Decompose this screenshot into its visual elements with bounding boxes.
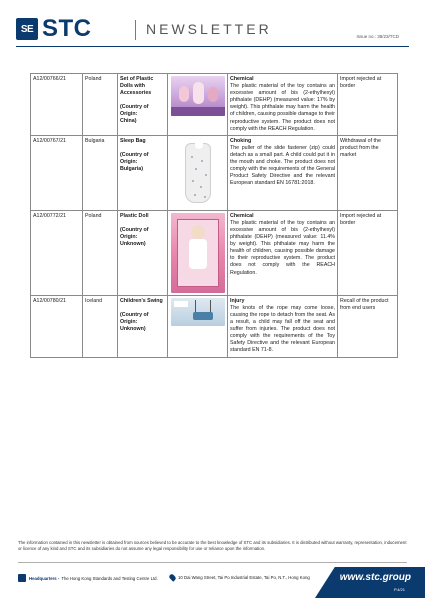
origin-label: (Country of Origin:: [120, 311, 149, 325]
risk-description: The plastic material of the toy contains an excessive amount of bis (2-ethylhexyl) phthalate (DEHP) (measured value: 17% by weight). This phthalate may harm the health of children, causing possible damage to their reproductive system. The product does not comply with the REACH Regulation.: [230, 83, 335, 132]
origin-value: Bulgaria): [120, 166, 143, 173]
origin-value: China): [120, 118, 137, 125]
product-cell: [118, 135, 168, 210]
stc-logo-text: STC: [42, 15, 92, 42]
table-row: [31, 74, 398, 136]
newsletter-header: [0, 0, 425, 50]
measure-cell: Import rejected at border: [338, 210, 398, 295]
product-name: Children's Swing: [120, 297, 163, 304]
image-cell: [168, 74, 228, 136]
measure-cell: Recall of the product from end users: [338, 295, 398, 357]
product-name: Sleep Bag: [120, 137, 146, 144]
product-cell: [118, 295, 168, 357]
origin-value: Unknown): [120, 241, 146, 248]
product-photo-plastic-doll: [171, 213, 225, 293]
image-cell: [168, 295, 228, 357]
page-number: P.4/21: [393, 587, 405, 592]
origin-value: Unknown): [120, 326, 146, 333]
measure-cell: Import rejected at border: [338, 74, 398, 136]
location-pin-icon: [168, 573, 176, 581]
headquarters-label: Headquarters -: [29, 575, 60, 581]
country-cell: Poland: [83, 210, 118, 295]
recall-table: [30, 73, 398, 358]
description-cell: [228, 135, 338, 210]
headquarters-info: [18, 574, 158, 582]
image-cell: [168, 210, 228, 295]
origin-label: (Country of Origin:: [120, 226, 149, 240]
stc-logo: [16, 15, 92, 42]
ref-cell: A12/00780/21: [31, 295, 83, 357]
product-cell: [118, 74, 168, 136]
headquarters-name: The Hong Kong Standards and Testing Centre Ltd.: [61, 575, 158, 581]
product-name: Plastic Doll: [120, 212, 149, 219]
table-row: [31, 295, 398, 357]
origin-label: (Country of Origin:: [120, 151, 149, 165]
product-photo-swing: [171, 298, 225, 326]
ref-cell: A12/00766/21: [31, 74, 83, 136]
page-title: NEWSLETTER: [146, 21, 272, 37]
address-text: 10 Dai Wang Street, Tai Po Industrial Estate, Tai Po, N.T., Hong Kong: [178, 575, 310, 580]
table-row: [31, 135, 398, 210]
origin-label: (Country of Origin:: [120, 104, 149, 118]
image-cell: [168, 135, 228, 210]
product-photo-sleep-bag: [171, 138, 225, 208]
risk-type: Choking: [230, 137, 252, 144]
description-cell: [228, 74, 338, 136]
risk-type: Injury: [230, 297, 245, 304]
ref-cell: A12/00767/21: [31, 135, 83, 210]
header-divider: [135, 20, 136, 40]
risk-description: The plastic material of the toy contains an excessive amount of bis (2-ethylhexyl) phthalate (DEHP) (measured value: 11.4% by weight). This phthalate may harm the health of children, causing possible damage to their reproductive system. The product does not comply with the REACH Regulation.: [230, 219, 335, 276]
country-cell: Iceland: [83, 295, 118, 357]
country-cell: Poland: [83, 74, 118, 136]
product-photo-dolls: [171, 76, 225, 116]
ref-cell: A12/00772/21: [31, 210, 83, 295]
description-cell: [228, 210, 338, 295]
address-info: [170, 574, 310, 581]
table-row: [31, 210, 398, 295]
issue-number: Issue no.: 38/23/TCD: [356, 34, 399, 39]
footer-rule: [18, 562, 407, 563]
description-cell: [228, 295, 338, 357]
product-name: Set of Plastic Dolls with Accessories: [120, 76, 154, 97]
disclaimer-text: The information contained in this newsletter is obtained from sources believed to be accurate to the best knowledge of STC and its subsidiaries. It is distributed without warranty, representation, inducement or licence of any kind and STC and its subsidiaries do not assume any legal responsibility for use or reliance upon the information.: [18, 540, 407, 551]
product-cell: [118, 210, 168, 295]
risk-type: Chemical: [230, 76, 254, 82]
website-link[interactable]: www.stc.group: [339, 572, 411, 583]
risk-description: The puller of the slide fastener (zip) could detach as a small part. A child could put it in the mouth and choke. The product does not comply with the requirements of the General Product Safety Directive and the relevant European standard EN 16781:2018.: [230, 144, 335, 187]
page-footer: [0, 564, 425, 600]
risk-type: Chemical: [230, 212, 254, 219]
stc-logo-mark: SE: [16, 18, 38, 40]
measure-cell: Withdrawal of the product from the market: [338, 135, 398, 210]
building-icon: [18, 574, 26, 582]
risk-description: The knots of the rope may come loose, causing the rope to detach from the seat. As a result, a child may fall off the seat and suffer from injuries. The product does not comply with the requirements of the Toy Safety Directive and the relevant European standard EN 71-8.: [230, 304, 335, 354]
header-rule: [16, 46, 409, 47]
country-cell: Bulgaria: [83, 135, 118, 210]
